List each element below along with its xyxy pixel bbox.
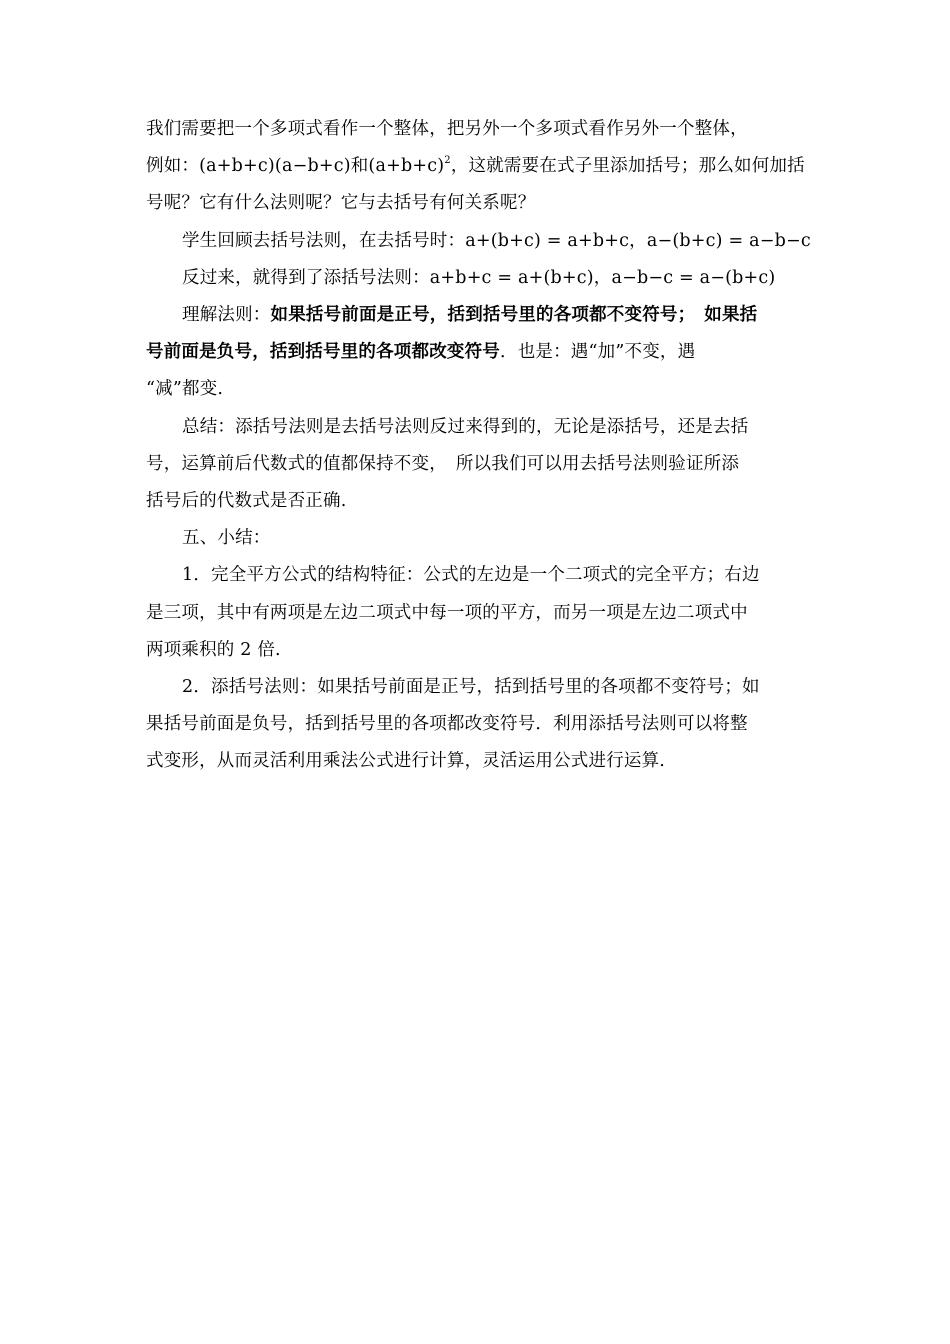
summary-note-line-2: 号，运算前后代数式的值都保持不变， 所以我们可以用去括号法则验证所添 [146,453,740,474]
reverse-line: 反过来，就得到了添括号法则：a+b+c = a+(b+c)，a−b−c = a−(b+c) [182,267,776,288]
summary-item-2 [146,669,806,781]
intro-paragraph [146,111,806,223]
section-5-heading [146,520,806,557]
section-5-title: 五、小结： [182,528,271,549]
understand-line-3: “减”都变. [146,379,224,400]
document-body [146,111,811,781]
rule-bold-1: 如果括号前面是正号，括到括号里的各项都不变符号； 如果括 [270,305,758,326]
intro-line-3: 号呢？它有什么法则呢？它与去括号有何关系呢？ [146,193,536,214]
intro-line-2-tail: ，这就需要在式子里添加括号；那么如何加括 [450,156,805,177]
review-line: 学生回顾去括号法则，在去括号时：a+(b+c) = a+b+c，a−(b+c) = a−b−c [182,230,811,251]
summary-item-1-line-1: 1．完全平方公式的结构特征：公式的左边是一个二项式的完全平方；右边 [182,565,760,586]
intro-line-2-text: 例如：(a+b+c)(a−b+c)和(a+b+c) [146,156,445,177]
intro-line-1: 我们需要把一个多项式看作一个整体，把另外一个多项式看作另外一个整体， [146,119,748,139]
intro-line-2 [146,148,806,185]
summary-item-2-line-3: 式变形，从而灵活利用乘法公式进行计算，灵活运用公式进行运算. [146,751,666,772]
summary-item-2-line-1: 2．添括号法则：如果括号前面是正号，括到括号里的各项都不变符号；如 [182,677,760,698]
summary-note-paragraph [146,409,806,521]
understand-tail: ．也是：遇“加”不变，遇 [500,342,696,363]
summary-item-1-line-3: 两项乘积的 2 倍. [146,639,281,660]
reverse-paragraph [146,260,806,297]
rule-bold-2: 号前面是负号，括到括号里的各项都改变符号 [146,342,500,363]
understand-paragraph [146,297,806,409]
summary-note-line-3: 括号后的代数式是否正确. [146,491,347,512]
understand-lead: 理解法则： [182,305,271,326]
understand-line-1 [146,297,806,334]
square-exponent: 2 [444,155,451,167]
review-paragraph [146,223,811,260]
summary-note-line-1: 总结：添括号法则是去括号法则反过来得到的，无论是添括号，还是去括 [182,416,749,437]
understand-line-2 [146,334,806,371]
summary-item-1 [146,557,806,669]
summary-item-2-line-2: 果括号前面是负号，括到括号里的各项都改变符号．利用添括号法则可以将整 [146,714,748,735]
summary-item-1-line-2: 是三项，其中有两项是左边二项式中每一项的平方，而另一项是左边二项式中 [146,602,748,623]
